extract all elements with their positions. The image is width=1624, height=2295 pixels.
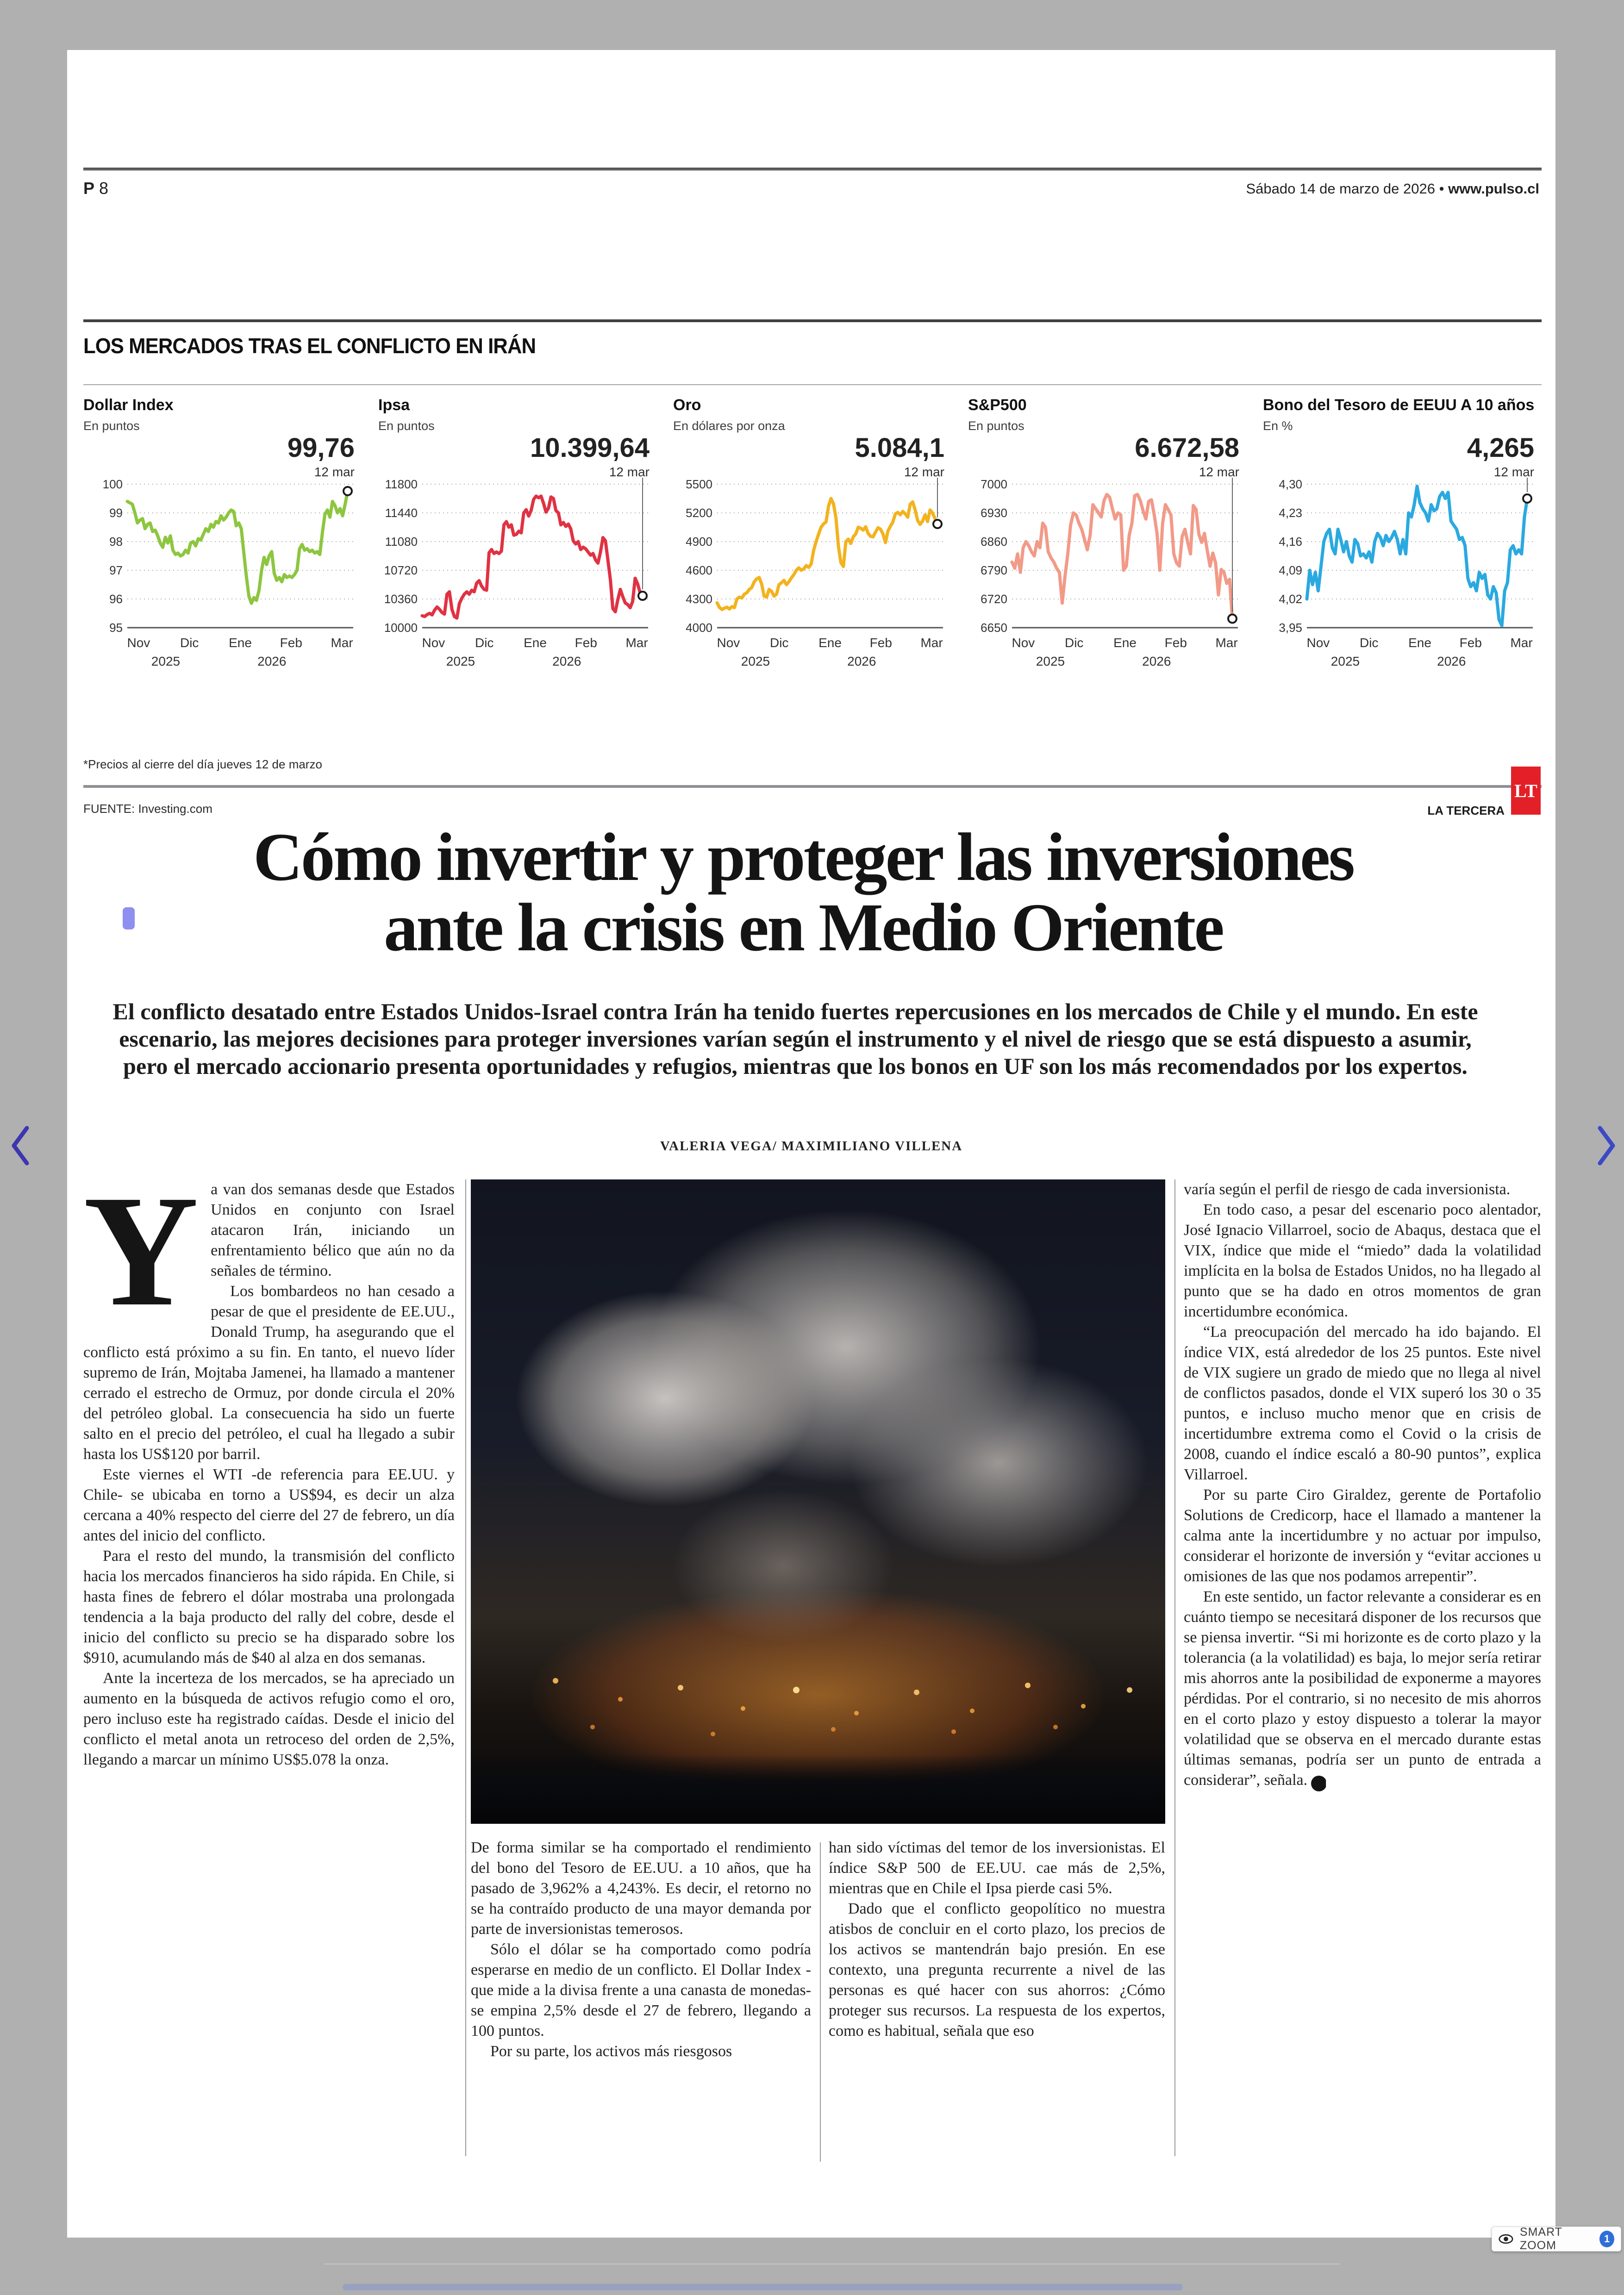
y-tick-label: 97 <box>109 563 123 577</box>
x-tick-label: Mar <box>331 636 353 650</box>
chevron-right-icon[interactable] <box>1593 1123 1620 1169</box>
article-paragraph: Ya van dos semanas desde que Estados Unidos en conjunto con Israel atacaron Irán, iniciando un enfrentamiento bélico que aún no da señales de término. <box>83 1162 455 1339</box>
line-chart-svg <box>378 474 651 673</box>
y-tick-label: 99 <box>109 506 123 520</box>
column-divider <box>1174 1179 1175 2156</box>
article-paragraph: En este sentido, un factor relevante a considerar es en cuánto tiempo se necesitará disponer de los recursos que se piensa invertir. “Si mi horizonte es de corto plazo y la tolerancia (a la volatilidad) es baja, lo mejor sería retirar mis ahorros ante la posibilidad de exponerme a mayores pérdidas. Por el contrario, si no necesito de mis ahorros en el corto plazo y estoy dispuesto a tolerar la mayor volatilidad que se observa en el mercado durante estas últimas semanas, podría ser un punto de entrada a considerar”, señala. P <box>1184 1587 1541 1791</box>
x-tick-label: Ene <box>1408 636 1431 650</box>
chart-last-value: 10.399,64 <box>530 433 650 463</box>
city-lights <box>471 1179 474 1182</box>
panel-top-rule <box>83 319 1542 322</box>
y-tick-label: 95 <box>109 621 123 635</box>
page-letter: P <box>83 179 95 198</box>
smart-zoom-label: SMART ZOOM <box>1519 2226 1562 2252</box>
x-tick-label: Mar <box>1510 636 1533 650</box>
line-chart-svg <box>83 474 356 673</box>
price-line <box>1307 486 1527 625</box>
column-divider <box>820 1842 821 2162</box>
chart-bono-tesoro <box>1263 396 1536 757</box>
article-paragraph: varía según el perfil de riesgo de cada inversionista. <box>1184 1181 1511 1198</box>
x-tick-label: Ene <box>818 636 842 650</box>
headline <box>88 819 1518 966</box>
building-silhouette <box>471 1754 1165 1824</box>
chart-ipsa <box>378 396 651 757</box>
chart-oro <box>673 396 946 757</box>
x-tick-label: Ene <box>524 636 547 650</box>
x-tick-label: Nov <box>1306 636 1330 650</box>
lede: El conflicto desatado entre Estados Unidos-Israel contra Irán ha tenido fuertes repercusiones en los mercados de Chile y el mundo. En este escenario, las mejores decisiones para proteger inversiones varían según el instrumento y el nivel de riesgo que se está dispuesto a asumir, pero el mercado accionario presenta oportunidades y refugios, mientras que los bonos en UF son los más recomendados por los expertos. <box>112 998 1478 1079</box>
markets-kicker: LOS MERCADOS TRAS EL CONFLICTO EN IRÁN <box>83 334 536 358</box>
page-number <box>83 179 108 198</box>
x-tick-label: Nov <box>422 636 445 650</box>
x-tick-label: Dic <box>180 636 199 650</box>
x-tick-label: Nov <box>127 636 150 650</box>
newspaper-page <box>67 50 1555 2238</box>
x-tick-label: Nov <box>1012 636 1035 650</box>
year-label: 2026 <box>847 654 876 668</box>
last-point-marker <box>638 592 647 600</box>
year-label: 2025 <box>741 654 770 668</box>
la-tercera-logo: LT <box>1511 767 1541 815</box>
article-paragraph: Ante la incerteza de los mercados, se ha apreciado un aumento en la búsqueda de activos refugio como el oro, pero incluso este ha registrado caídas. Desde el inicio del conflicto el metal anota un retroceso del orden de 2,5%, llegando a marcar un mínimo US$5.078 la onza. <box>83 1670 455 1768</box>
annotation-badge[interactable] <box>123 907 135 929</box>
headline-line-2: ante la crisis en Medio Oriente <box>384 890 1223 966</box>
market-charts <box>83 396 1542 757</box>
chart-subtitle: En % <box>1263 419 1293 433</box>
y-tick-label: 11440 <box>385 506 418 520</box>
panel-bottom-rule <box>83 785 1542 788</box>
chart-dollar-index <box>83 396 356 757</box>
chart-title: Bono del Tesoro de EEUU A 10 años <box>1263 396 1535 414</box>
article-column-2 <box>471 1838 811 2189</box>
y-tick-label: 96 <box>109 592 123 606</box>
chart-subtitle: En dólares por onza <box>673 419 785 433</box>
article-paragraph: “La preocupación del mercado ha ido bajando. El índice VIX, está alrededor de los 25 puntos. Este nivel de VIX sugiere un grado de miedo que no llega al nivel de conflictos pasados, donde el VIX superó los 30 o 35 puntos, e incluso mucho menor que en crisis de incertidumbre extrema como el Covid o la crisis de 2008, cuando el índice escaló a 80-90 puntos”, explica Villarroel. <box>1184 1323 1541 1483</box>
y-tick-label: 11080 <box>385 535 418 549</box>
date-text: Sábado 14 de marzo de 2026 • <box>1246 181 1449 197</box>
chart-last-value: 6.672,58 <box>1135 433 1239 463</box>
x-tick-label: Feb <box>1164 636 1187 650</box>
chart-subtitle: En puntos <box>378 419 435 433</box>
y-tick-label: 4,16 <box>1279 535 1302 549</box>
x-tick-label: Dic <box>1359 636 1379 650</box>
column-divider <box>465 1179 466 2156</box>
article-paragraph: Por su parte Ciro Giraldez, gerente de Portafolio Solutions de Credicorp, hace el llamado a mantener la calma ante la incertidumbre y no actuar por impulso, considerar el horizonte de inversión y “evitar acciones u omisiones de las que nos podamos arrepentir”. <box>1184 1486 1541 1585</box>
drop-cap: Y <box>83 1162 199 1339</box>
byline: VALERIA VEGA/ MAXIMILIANO VILLENA <box>660 1139 963 1154</box>
brand-name: LA TERCERA <box>1427 804 1505 817</box>
article-paragraph: De forma similar se ha comportado el rendimiento del bono del Tesoro de EE.UU. a 10 años, que ha pasado de 3,962% a 4,243%. Es decir, el retorno no se ha contraído producto de una mayor demanda por parte de inversionistas temerosos. <box>471 1839 811 1938</box>
article-paragraph: Sólo el dólar se ha comportado como podría esperarse en medio de un conflicto. El Dollar Index -que mide a la divisa frente a una canasta de monedas- se empina 2,5% desde el 27 de febrero, llegando a 100 puntos. <box>471 1941 811 2039</box>
smart-zoom-button[interactable] <box>1492 2226 1621 2251</box>
y-tick-label: 6860 <box>981 535 1007 549</box>
end-mark: P <box>1311 1776 1327 1791</box>
chart-date-label: 12 mar <box>314 465 355 479</box>
year-label: 2025 <box>1036 654 1065 668</box>
chart-footnote: *Precios al cierre del día jueves 12 de marzo <box>83 757 322 771</box>
article-column-3 <box>829 1838 1165 2189</box>
x-tick-label: Ene <box>1113 636 1137 650</box>
y-tick-label: 100 <box>102 477 123 491</box>
y-tick-label: 7000 <box>981 477 1007 491</box>
x-tick-label: Feb <box>575 636 597 650</box>
year-label: 2026 <box>552 654 581 668</box>
price-line <box>1012 494 1232 618</box>
last-point-marker <box>933 520 942 528</box>
x-tick-label: Ene <box>229 636 252 650</box>
chart-last-value: 4,265 <box>1467 433 1534 463</box>
price-line <box>717 499 937 610</box>
article-paragraph: Los bombardeos no han cesado a pesar de que el presidente de EE.UU., Donald Trump, ha asegurando que el conflicto está próximo a su fin. En tanto, el nuevo líder supremo de Irán, Mojtaba Jamenei, ha llamado a mantener cerrado el estrecho de Ormuz, por donde circula el 20% del petróleo global. La consecuencia ha sido un fuerte salto en el precio del petróleo, el cual ha llegado a subir hasta los US$120 por barril. <box>83 1283 455 1463</box>
year-label: 2025 <box>151 654 181 668</box>
last-point-marker <box>1523 494 1531 503</box>
panel-inner-rule <box>83 384 1542 385</box>
line-chart-svg <box>1263 474 1536 673</box>
chart-title: Oro <box>673 396 701 414</box>
page-number-value: 8 <box>99 179 109 198</box>
x-tick-label: Dic <box>1064 636 1084 650</box>
chart-last-value: 5.084,1 <box>855 433 944 463</box>
y-tick-label: 6930 <box>981 506 1007 520</box>
y-tick-label: 4900 <box>686 535 712 549</box>
chevron-left-icon[interactable] <box>6 1123 34 1169</box>
chart-sp500 <box>968 396 1241 757</box>
smart-zoom-badge: 1 <box>1599 2231 1614 2247</box>
line-chart-svg <box>673 474 946 673</box>
year-label: 2025 <box>1330 654 1360 668</box>
site-url: www.pulso.cl <box>1448 181 1539 197</box>
y-tick-label: 10360 <box>384 592 418 606</box>
chart-subtitle: En puntos <box>968 419 1024 433</box>
x-tick-label: Mar <box>1215 636 1238 650</box>
x-tick-label: Mar <box>920 636 943 650</box>
line-chart-svg <box>968 474 1241 673</box>
chart-date-label: 12 mar <box>904 465 944 479</box>
y-tick-label: 4,23 <box>1279 506 1302 520</box>
x-tick-label: Feb <box>1459 636 1482 650</box>
chart-last-value: 99,76 <box>287 433 355 463</box>
y-tick-label: 11800 <box>385 477 418 491</box>
article-column-4 <box>1184 1179 1541 2189</box>
year-label: 2026 <box>1142 654 1171 668</box>
y-tick-label: 6650 <box>981 621 1007 635</box>
y-tick-label: 4600 <box>686 563 712 577</box>
y-tick-label: 4,09 <box>1279 563 1302 577</box>
y-tick-label: 5200 <box>686 506 712 520</box>
y-tick-label: 4000 <box>686 621 712 635</box>
year-label: 2026 <box>1437 654 1466 668</box>
y-tick-label: 10000 <box>384 621 418 635</box>
chart-title: Ipsa <box>378 396 410 414</box>
x-tick-label: Dic <box>475 636 494 650</box>
price-line <box>422 496 643 618</box>
x-tick-label: Nov <box>717 636 740 650</box>
y-tick-label: 98 <box>109 535 123 549</box>
article-paragraph: Por su parte, los activos más riesgosos <box>490 2043 732 2060</box>
header-rule <box>83 168 1542 171</box>
y-tick-label: 3,95 <box>1279 621 1302 635</box>
source-line: FUENTE: Investing.com <box>83 802 212 816</box>
last-point-marker <box>1228 615 1237 623</box>
article-photo-night-explosion <box>471 1179 1165 1824</box>
chart-date-label: 12 mar <box>1493 465 1534 479</box>
x-tick-label: Dic <box>769 636 789 650</box>
chart-title: Dollar Index <box>83 396 174 414</box>
y-tick-label: 6790 <box>981 563 1007 577</box>
article-paragraph: En todo caso, a pesar del escenario poco alentador, José Ignacio Villarroel, socio de Abaqus, destaca que el VIX, índice que mide el “miedo” dada la volatilidad implícita en la bolsa de Estados Unidos, no ha llegado al punto que se ha dado en otros momentos de gran incertidumbre económica. <box>1184 1201 1541 1320</box>
y-tick-label: 5500 <box>686 477 712 491</box>
date-and-site <box>1246 181 1540 197</box>
y-tick-label: 4300 <box>686 592 712 606</box>
chart-title: S&P500 <box>968 396 1027 414</box>
y-tick-label: 4,30 <box>1279 477 1302 491</box>
year-label: 2026 <box>257 654 287 668</box>
article-paragraph: Dado que el conflicto geopolítico no muestra atisbos de concluir en el corto plazo, los precios de los activos se mantendrán bajo presión. En ese contexto, una pregunta recurrente a nivel de las personas es qué hacer con sus ahorros: ¿Cómo proteger sus recursos. La respuesta de los expertos, como es habitual, señala que eso <box>829 1900 1165 2039</box>
article-column-1 <box>83 1162 455 2189</box>
y-tick-label: 4,02 <box>1279 592 1302 606</box>
eye-icon <box>1499 2233 1513 2245</box>
headline-line-1: Cómo invertir y proteger las inversiones <box>253 819 1354 895</box>
x-tick-label: Feb <box>869 636 892 650</box>
y-tick-label: 6720 <box>981 592 1007 606</box>
article-paragraph: Para el resto del mundo, la transmisión del conflicto hacia los mercados financieros ha sido rápida. En Chile, si hasta fines de febrero el dólar mostraba una prolongada tendencia a la baja producto del rally del cobre, desde el inicio del conflicto su precio se ha disparado sobre los $910, acumulando más de $40 al alza en dos semanas. <box>83 1547 455 1666</box>
x-tick-label: Feb <box>280 636 302 650</box>
x-tick-label: Mar <box>625 636 648 650</box>
scrollbar-thumb[interactable] <box>343 2284 1183 2290</box>
chart-date-label: 12 mar <box>1199 465 1239 479</box>
last-point-marker <box>344 487 352 495</box>
year-label: 2025 <box>446 654 475 668</box>
price-line <box>127 491 348 603</box>
y-tick-label: 10720 <box>384 563 418 577</box>
chart-subtitle: En puntos <box>83 419 140 433</box>
article-paragraph: han sido víctimas del temor de los inversionistas. El índice S&P 500 de EE.UU. cae más de 2,5%, mientras que en Chile el Ipsa pierde casi 5%. <box>829 1839 1165 1897</box>
chart-date-label: 12 mar <box>609 465 650 479</box>
article-paragraph: Este viernes el WTI -de referencia para EE.UU. y Chile- se ubicaba en torno a US$94, es decir un alza cercana a 40% respecto del cierre del 27 de febrero, un día antes del inicio del conflicto. <box>83 1466 455 1544</box>
